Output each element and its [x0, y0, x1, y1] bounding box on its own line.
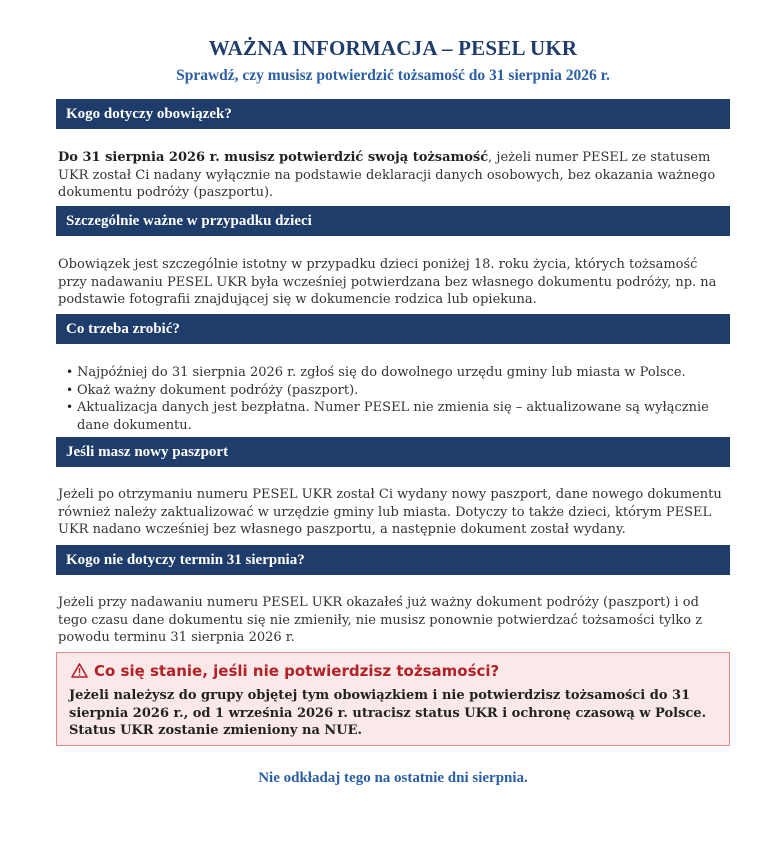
todo-list	[56, 364, 730, 434]
list-item	[56, 364, 730, 382]
section-heading-new-passport: Jeśli masz nowy paszport	[56, 437, 730, 467]
section-heading-not-affected: Kogo nie dotyczy termin 31 sierpnia?	[56, 545, 730, 575]
bullet-icon: •	[66, 382, 74, 397]
section-text-new-passport: Jeżeli po otrzymaniu numeru PESEL UKR został Ci wydany nowy paszport, dane nowego dokumentu również należy zaktualizować w urzędzie gminy lub miasta. Dotyczy to także dzieci, którym PESEL UKR nadano wcześniej bez własnego paszportu, a następnie dokument został wydany.	[58, 487, 722, 537]
list-item	[56, 399, 730, 434]
bullet-icon: •	[66, 400, 74, 414]
warning-title-text: Co się stanie, jeśli nie potwierdzisz tożsamości?	[94, 662, 500, 680]
list-item-text: Okaż ważny dokument podróży (paszport).	[77, 382, 359, 398]
bullet-icon: •	[66, 365, 74, 379]
page-subtitle: Sprawdź, czy musisz potwierdzić tożsamość do 31 sierpnia 2026 r.	[176, 67, 610, 84]
section-text-who	[58, 149, 730, 202]
footer-note: Nie odkładaj tego na ostatnie dni sierpnia.	[258, 770, 528, 786]
list-item	[56, 382, 730, 400]
section-text-who-bold: Do 31 sierpnia 2026 r. musisz potwierdzić swoją tożsamość	[58, 150, 489, 165]
list-item-text: Najpóźniej do 31 sierpnia 2026 r. zgłoś się do dowolnego urzędu gminy lub miasta w Polsce.	[77, 365, 686, 380]
section-heading-who: Kogo dotyczy obowiązek?	[56, 99, 730, 129]
page-title: WAŻNA INFORMACJA – PESEL UKR	[208, 36, 578, 60]
section-text-children: Obowiązek jest szczególnie istotny w przypadku dzieci poniżej 18. roku życia, których tożsamość przy nadawaniu PESEL UKR była wcześniej potwierdzana bez własnego dokumentu podróży, np. na podstawie fotografii znajdującej się w dokumencie rodzica lub opiekuna.	[58, 257, 717, 307]
warning-box	[56, 652, 730, 746]
section-text-not-affected: Jeżeli przy nadawaniu numeru PESEL UKR okazałeś już ważny dokument podróży (paszport) i od tego czasu dane dokumentu się nie zmieniły, nie musisz ponownie potwierdzać tożsamości tylko z powodu terminu 31 sierpnia 2026 r.	[58, 595, 703, 645]
warning-triangle-icon	[71, 662, 88, 680]
list-item-text: Aktualizacja danych jest bezpłatna. Numer PESEL nie zmienia się – aktualizowane są wyłącznie dane dokumentu.	[77, 400, 709, 433]
section-heading-children: Szczególnie ważne w przypadku dzieci	[56, 206, 730, 236]
warning-text: Jeżeli należysz do grupy objętej tym obowiązkiem i nie potwierdzisz tożsamości do 31 sierpnia 2026 r., od 1 września 2026 r. utracisz status UKR i ochronę czasową w Polsce. Status UKR zostanie zmieniony na NUE.	[69, 688, 707, 738]
section-text-who-rest: , jeżeli numer PESEL ze statusem UKR został Ci nadany wyłącznie na podstawie deklaracji danych osobowych, bez okazania ważnego dokumentu podróży (paszportu).	[58, 150, 716, 200]
section-heading-todo: Co trzeba zrobić?	[56, 314, 730, 344]
warning-title	[71, 662, 499, 680]
